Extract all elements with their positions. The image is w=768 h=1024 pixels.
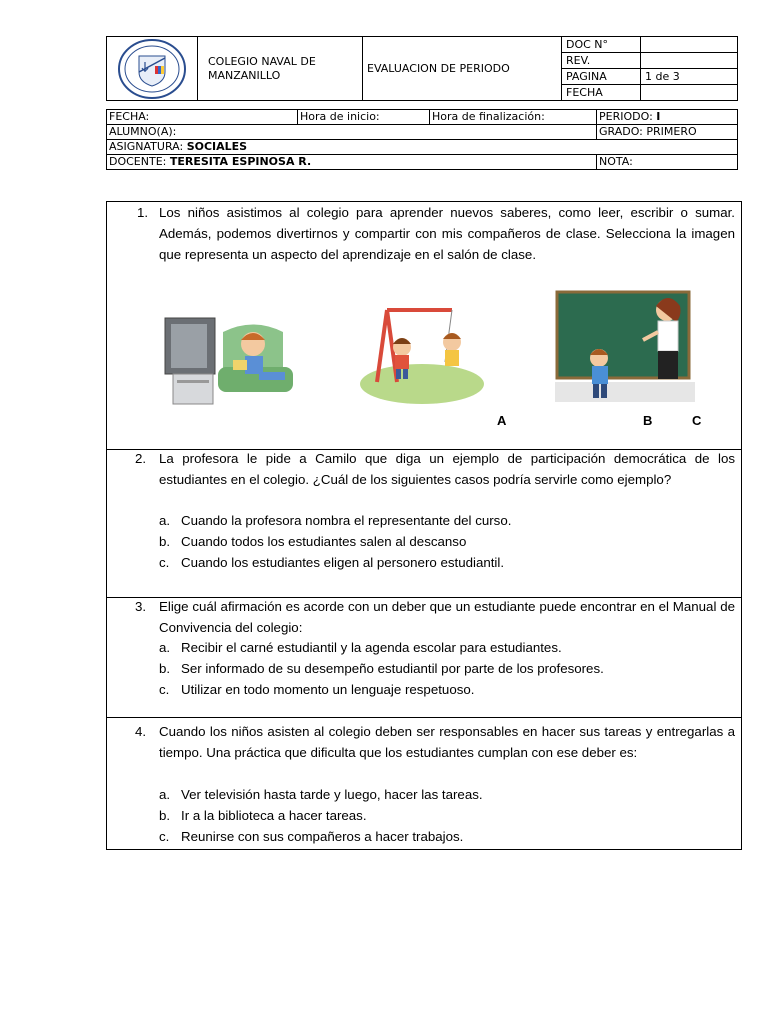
teacher-chalkboard-image[interactable] — [555, 290, 695, 402]
asignatura-label: ASIGNATURA: — [109, 140, 187, 153]
date-label: FECHA — [562, 85, 641, 101]
option-label-a: A — [497, 413, 507, 428]
docente-value: TERESITA ESPINOSA R. — [169, 155, 312, 168]
school-name: COLEGIO NAVAL DE MANZANILLO — [198, 37, 363, 101]
option-label-c: C — [692, 413, 702, 428]
question-number: 3. — [135, 599, 147, 614]
school-logo-icon — [117, 38, 187, 100]
option-a[interactable]: a. Ver televisión hasta tarde y luego, hacer las tareas. — [159, 787, 483, 802]
periodo-value: I — [656, 110, 661, 123]
page-label: PAGINA — [562, 69, 641, 85]
nota-field[interactable]: NOTA: — [597, 155, 738, 170]
question-1 — [107, 202, 741, 450]
option-a[interactable]: a. Cuando la profesora nombra el representante del curso. — [159, 513, 512, 528]
question-text: La profesora le pide a Camilo que diga un ejemplo de participación democrática de los estudiantes en el colegio. ¿Cuál de los siguientes casos podría servirle como ejemplo? — [159, 451, 735, 487]
option-c[interactable]: c. Reunirse con sus compañeros a hacer trabajos. — [159, 829, 464, 844]
rev-value — [641, 53, 738, 69]
child-watching-tv-image[interactable] — [163, 312, 298, 412]
option-b[interactable]: b. Ser informado de su desempeño estudiantil por parte de los profesores. — [159, 661, 604, 676]
doc-value — [641, 37, 738, 53]
student-info-table — [106, 109, 738, 170]
question-text: Los niños asistimos al colegio para aprender nuevos saberes, como leer, escribir o sumar. Además, podemos divertirnos y compartir con mis compañeros de clase. Selecciona la imagen que representa un aspecto del aprendizaje en el salón de clase. — [159, 205, 735, 262]
evaluation-title: EVALUACION DE PERIODO — [363, 37, 562, 101]
asignatura-field — [107, 140, 738, 155]
date-value — [641, 85, 738, 101]
header-table — [106, 36, 738, 101]
question-number: 4. — [135, 724, 147, 739]
doc-label: DOC N° — [562, 37, 641, 53]
periodo-label: PERIODO: — [599, 110, 657, 123]
hora-fin-field[interactable]: Hora de finalización: — [430, 110, 597, 125]
periodo-field — [597, 110, 738, 125]
page-value: 1 de 3 — [641, 69, 738, 85]
option-b[interactable]: b. Ir a la biblioteca a hacer tareas. — [159, 808, 367, 823]
option-c[interactable]: c. Cuando los estudiantes eligen al personero estudiantil. — [159, 555, 505, 570]
fecha-field[interactable]: FECHA: — [107, 110, 298, 125]
alumno-field[interactable]: ALUMNO(A): — [107, 125, 597, 140]
question-2 — [107, 450, 741, 598]
option-a[interactable]: a. Recibir el carné estudiantil y la agenda escolar para estudiantes. — [159, 640, 562, 655]
asignatura-value: SOCIALES — [186, 140, 248, 153]
option-b[interactable]: b. Cuando todos los estudiantes salen al descanso — [159, 534, 467, 549]
option-label-b: B — [643, 413, 653, 428]
rev-label: REV. — [562, 53, 641, 69]
questions-box — [106, 201, 742, 850]
question-number: 2. — [135, 451, 147, 466]
question-3 — [107, 598, 741, 718]
question-4 — [107, 718, 741, 849]
question-text: Cuando los niños asisten al colegio deben ser responsables en hacer sus tareas y entregarlas a tiempo. Una práctica que dificulta que los estudiantes cumplan con ese deber es: — [159, 724, 735, 760]
grado-field: GRADO: PRIMERO — [597, 125, 738, 140]
option-c[interactable]: c. Utilizar en todo momento un lenguaje respetuoso. — [159, 682, 475, 697]
docente-label: DOCENTE: — [109, 155, 170, 168]
school-logo-cell — [107, 37, 198, 101]
hora-inicio-field[interactable]: Hora de inicio: — [298, 110, 430, 125]
docente-field — [107, 155, 597, 170]
question-number: 1. — [137, 205, 149, 220]
question-text: Elige cuál afirmación es acorde con un deber que un estudiante puede encontrar en el Manual de Convivencia del colegio: — [159, 599, 735, 635]
kids-swing-image[interactable] — [357, 302, 487, 407]
